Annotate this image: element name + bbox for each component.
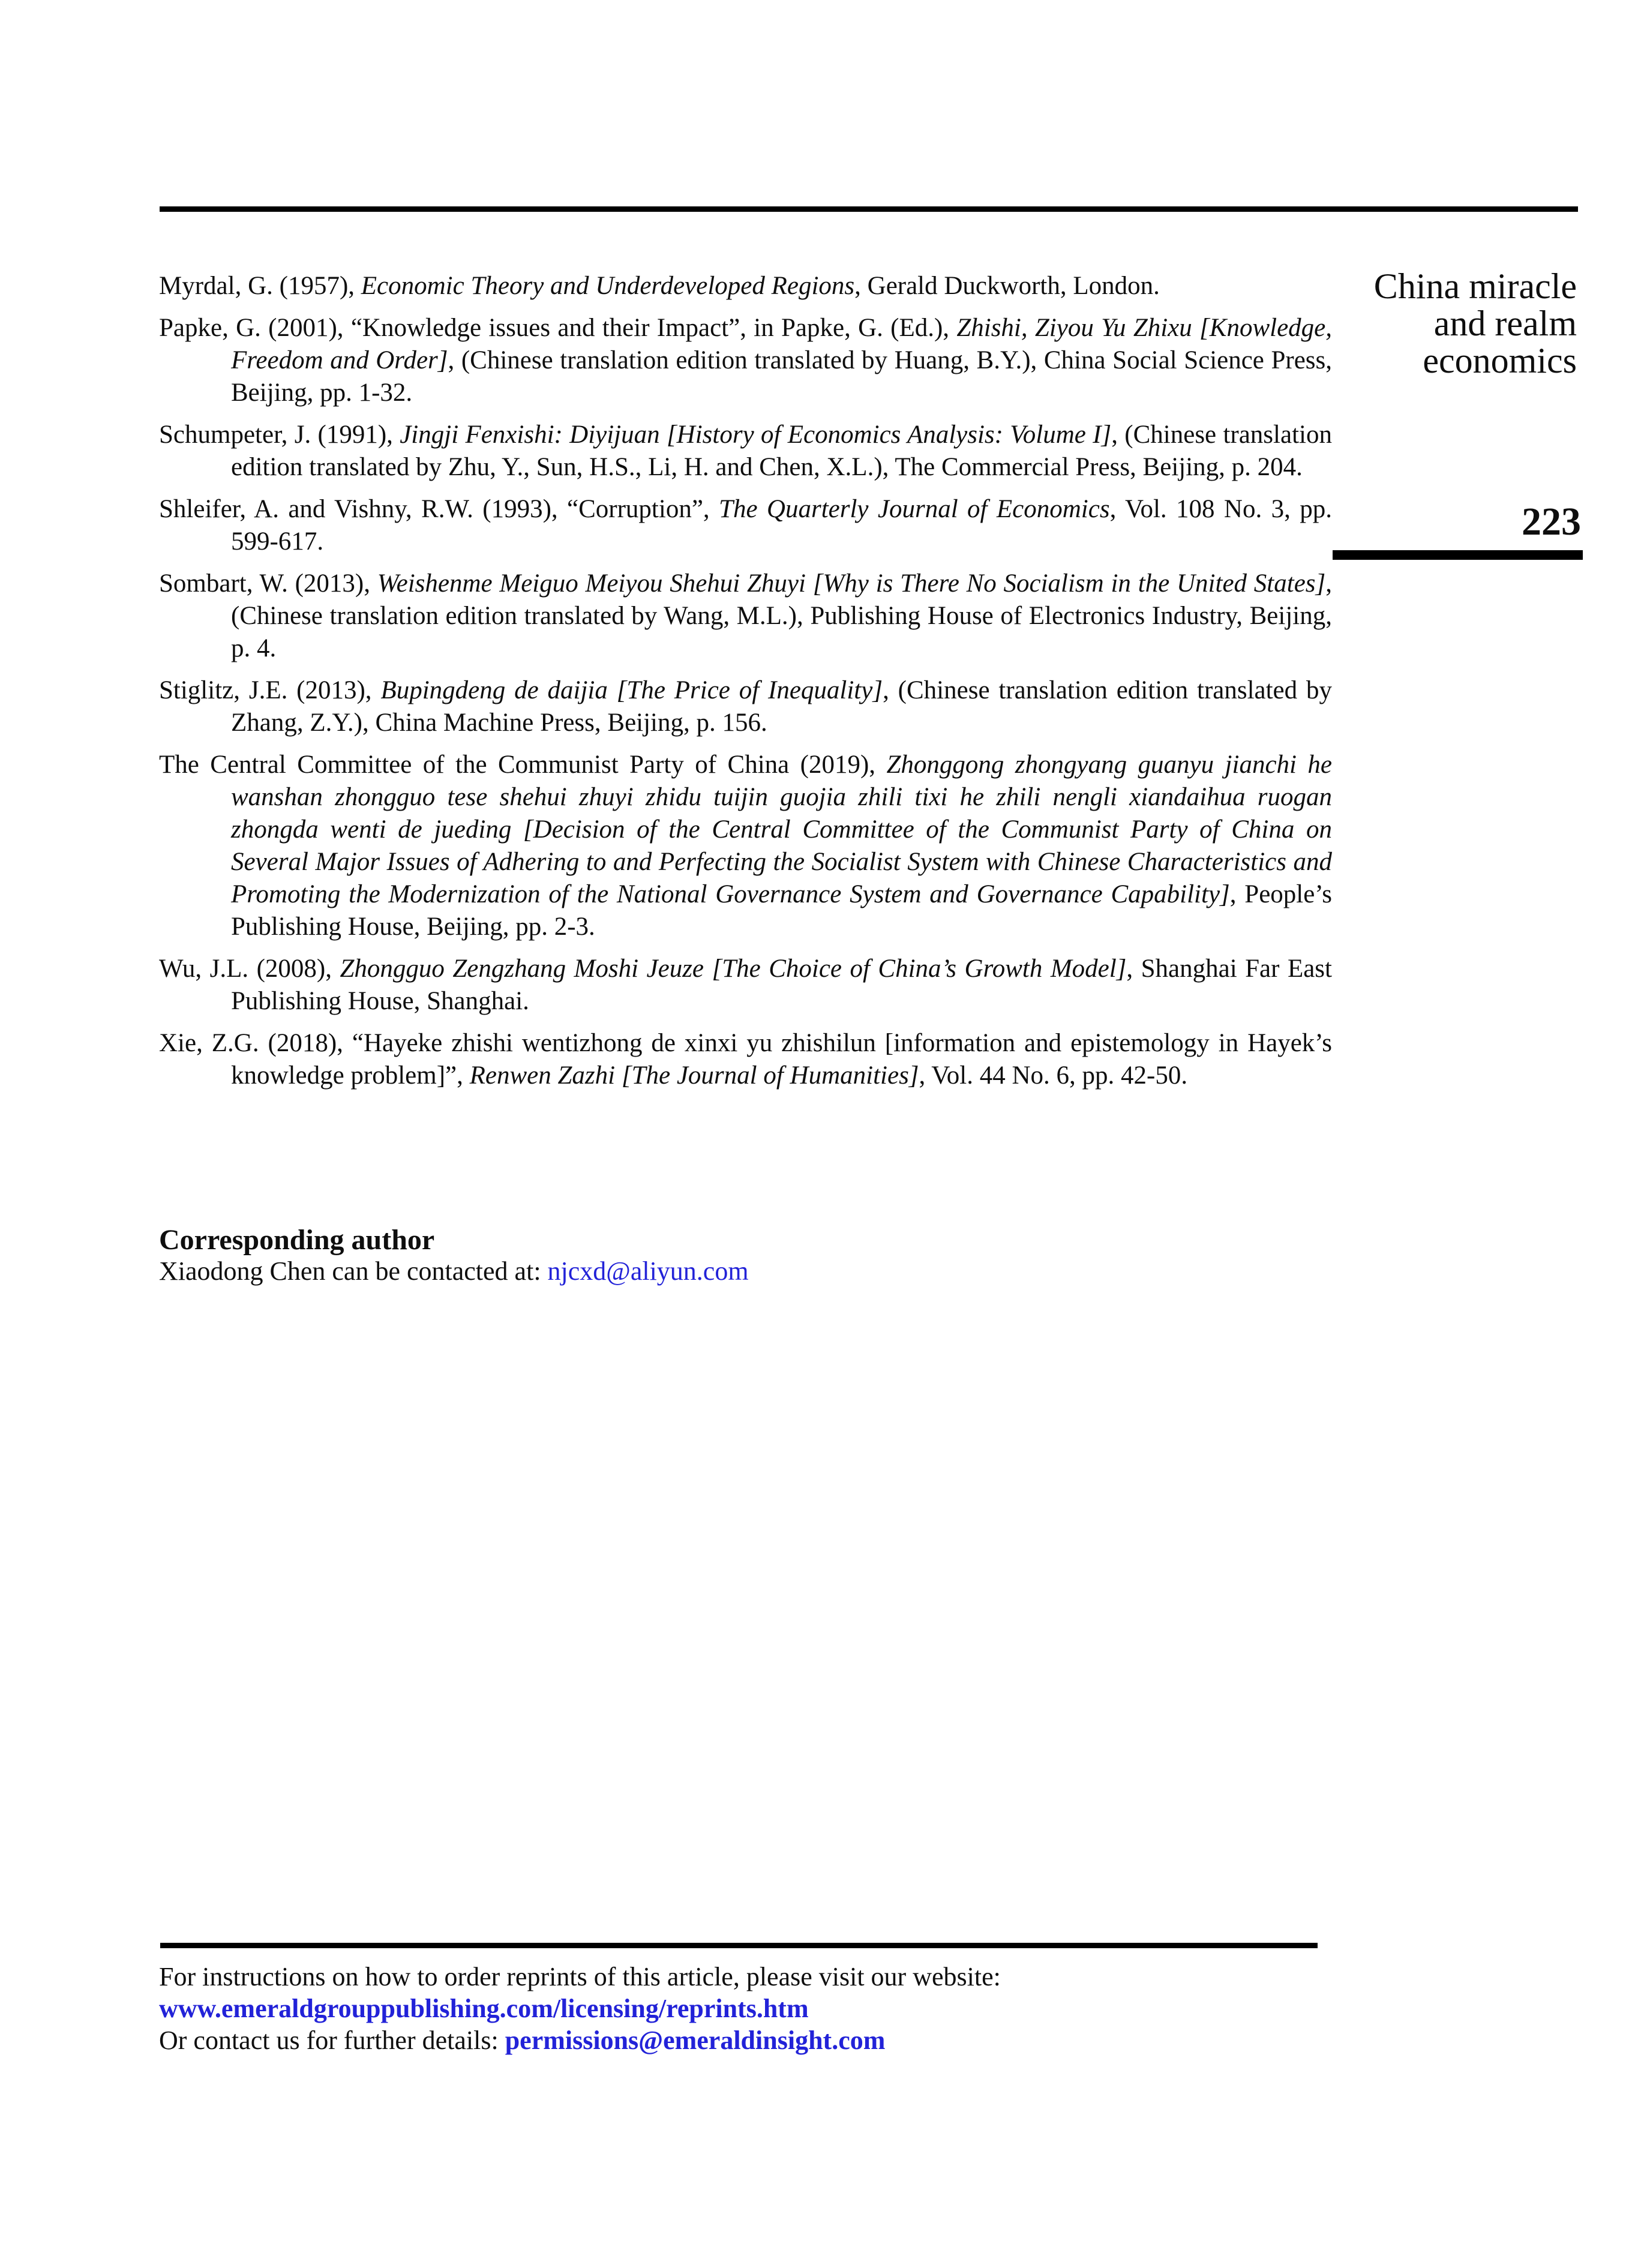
top-rule — [160, 206, 1578, 212]
reference-item: Xie, Z.G. (2018), “Hayeke zhishi wentizhong de xinxi yu zhishilun [information and epistemology in Hayek’s knowledge problem]”, Renwen Zazhi [The Journal of Humanities], Vol. 44 No. 6, pp. 42-50. — [159, 1029, 1332, 1090]
reprints-footer — [159, 1961, 1332, 2056]
page-number: 223 — [1522, 500, 1581, 544]
page-number-rule — [1333, 550, 1583, 560]
running-title-line: and realm — [1433, 304, 1577, 343]
corresponding-author-section — [159, 1224, 1332, 1286]
corresponding-author-line — [159, 1256, 1332, 1286]
running-title-line: economics — [1423, 341, 1577, 380]
reference-item: Sombart, W. (2013), Weishenme Meiguo Meiyou Shehui Zhuyi [Why is There No Socialism in the United States], (Chinese translation edition translated by Wang, M.L.), Publishing House of Electronics Industry, Beijing, p. 4. — [159, 569, 1332, 662]
footer-instructions-text: For instructions on how to order reprints of this article, please visit our website: — [159, 1962, 1001, 1991]
footer-contact-line — [159, 2024, 1332, 2056]
reference-item: Stiglitz, J.E. (2013), Bupingdeng de daijia [The Price of Inequality], (Chinese translation edition translated by Zhang, Z.Y.), China Machine Press, Beijing, p. 156. — [159, 676, 1332, 737]
reference-item: Schumpeter, J. (1991), Jingji Fenxishi: Diyijuan [History of Economics Analysis: Volume I], (Chinese translation edition translated by Zhu, Y., Sun, H.S., Li, H. and Chen, X.L.), The Commercial Press, Beijing, p. 204. — [159, 421, 1332, 481]
reference-item: Myrdal, G. (1957), Economic Theory and Underdeveloped Regions, Gerald Duckworth, London. — [159, 272, 1160, 300]
contact-text: Xiaodong Chen can be contacted at: — [159, 1256, 548, 1286]
reference-list — [159, 270, 1332, 1092]
reference-item: Shleifer, A. and Vishny, R.W. (1993), “Corruption”, The Quarterly Journal of Economics, Vol. 108 No. 3, pp. 599-617. — [159, 495, 1332, 556]
permissions-email-link[interactable]: permissions@emeraldinsight.com — [505, 2026, 886, 2055]
footer-contact-text: Or contact us for further details: — [159, 2026, 505, 2055]
footer-rule — [160, 1943, 1318, 1948]
running-title-line: China miracle — [1373, 266, 1577, 306]
reference-item: The Central Committee of the Communist Party of China (2019), Zhonggong zhongyang guanyu jianchi he wanshan zhongguo tese shehui zhuyi zhidu tuijin guojia zhili tixi he zhili nengli xiandaihua ruogan zhongda wenti de jueding [Decision of the Central Committee of the Communist Party of China on Several Major Issues of Adhering to and Perfecting the Socialist System with Chinese Characteristics and Promoting the Modernization of the National Governance System and Governance Capability], People’s Publishing House, Beijing, pp. 2-3. — [159, 751, 1332, 941]
reference-item: Wu, J.L. (2008), Zhongguo Zengzhang Moshi Jeuze [The Choice of China’s Growth Model], Shanghai Far East Publishing House, Shanghai. — [159, 955, 1332, 1015]
reprints-url-link[interactable]: www.emeraldgrouppublishing.com/licensing/reprints.htm — [159, 1994, 809, 2023]
reference-item: Papke, G. (2001), “Knowledge issues and their Impact”, in Papke, G. (Ed.), Zhishi, Ziyou Yu Zhixu [Knowledge, Freedom and Order], (Chinese translation edition translated by Huang, B.Y.), China Social Science Press, Beijing, pp. 1-32. — [159, 314, 1332, 407]
corresponding-author-heading: Corresponding author — [159, 1224, 435, 1256]
author-email-link[interactable]: njcxd@aliyun.com — [547, 1256, 749, 1286]
